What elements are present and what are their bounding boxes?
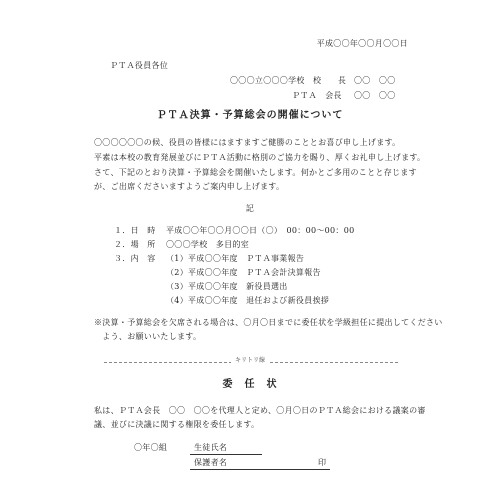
student-name-label: 生徒氏名 (194, 443, 228, 452)
cut-line-right (270, 362, 398, 363)
body-line-1: 〇〇〇〇〇〇の候、役員の皆様にはますますご健勝のこととお喜び申し上げます。 (94, 138, 401, 147)
sender-principal-title: 〇〇〇立〇〇〇学校 校 長 (230, 76, 347, 85)
cut-line-label: キリトリ線 (231, 357, 269, 365)
note-line-2: よう、お願いいたします。 (94, 332, 202, 341)
guardian-name-underline (190, 469, 330, 470)
content-item-4: （4）平成〇〇年度 退任および新役員挨拶 (166, 296, 330, 305)
proxy-line-2: 議、並びに決議に関する権限を委任します。 (94, 420, 260, 429)
detail-date-label: １．日 時 (114, 226, 156, 235)
cut-line-left (104, 362, 232, 363)
proxy-line-1: 私は、ＰＴＡ会長 〇〇 〇〇を代理人と定め、〇月〇日のＰＴＡ総会における議案の審 (94, 406, 426, 415)
content-item-2: （2）平成〇〇年度 ＰＴＡ会計決算報告 (166, 268, 321, 277)
body-line-2: 平素は本校の教育発展並びにＰＴＡ活動に格別のご協力を賜り、厚くお礼申し上げます。 (94, 153, 426, 162)
document-date: 平成〇〇年〇〇月〇〇日 (316, 39, 408, 48)
detail-place-label: ２．場 所 (114, 240, 156, 249)
sender-pta-title: ＰＴＡ 会長 (292, 91, 342, 100)
proxy-title: 委 任 状 (222, 379, 278, 390)
seal-mark: 印 (318, 458, 327, 467)
class-label: 〇年〇組 (134, 443, 168, 452)
page-title: ＰＴＡ決算・予算総会の開催について (156, 110, 344, 121)
detail-date-value: 平成〇〇年〇〇月〇〇日（〇） 00：00～00：00 (166, 226, 355, 235)
body-line-3: さて、下記のとおり決算・予算総会を開催いたします。何かとご多用のことと存じます (94, 168, 417, 177)
content-item-3: （3）平成〇〇年度 新役員選出 (166, 282, 288, 291)
recipient-line: ＰＴＡ役員各位 (110, 61, 169, 70)
note-line-1: ※決算・予算総会を欠席される場合は、〇月〇日までに委任状を学級担任に提出してください (94, 318, 443, 327)
detail-content-label: ３．内 容 (114, 254, 156, 263)
student-name-underline (190, 454, 262, 455)
detail-place-value: 〇〇〇学校 多目的室 (166, 240, 249, 249)
body-line-4: が、ご出席くださいますようご案内申し上げます。 (94, 182, 285, 191)
sender-principal-name: 〇〇 〇〇 (354, 76, 396, 85)
ki-label: 記 (245, 204, 255, 213)
guardian-name-label: 保護者名 (194, 458, 228, 467)
sender-pta-name: 〇〇 〇〇 (354, 91, 396, 100)
content-item-1: （1）平成〇〇年度 ＰＴＡ事業報告 (166, 254, 305, 263)
